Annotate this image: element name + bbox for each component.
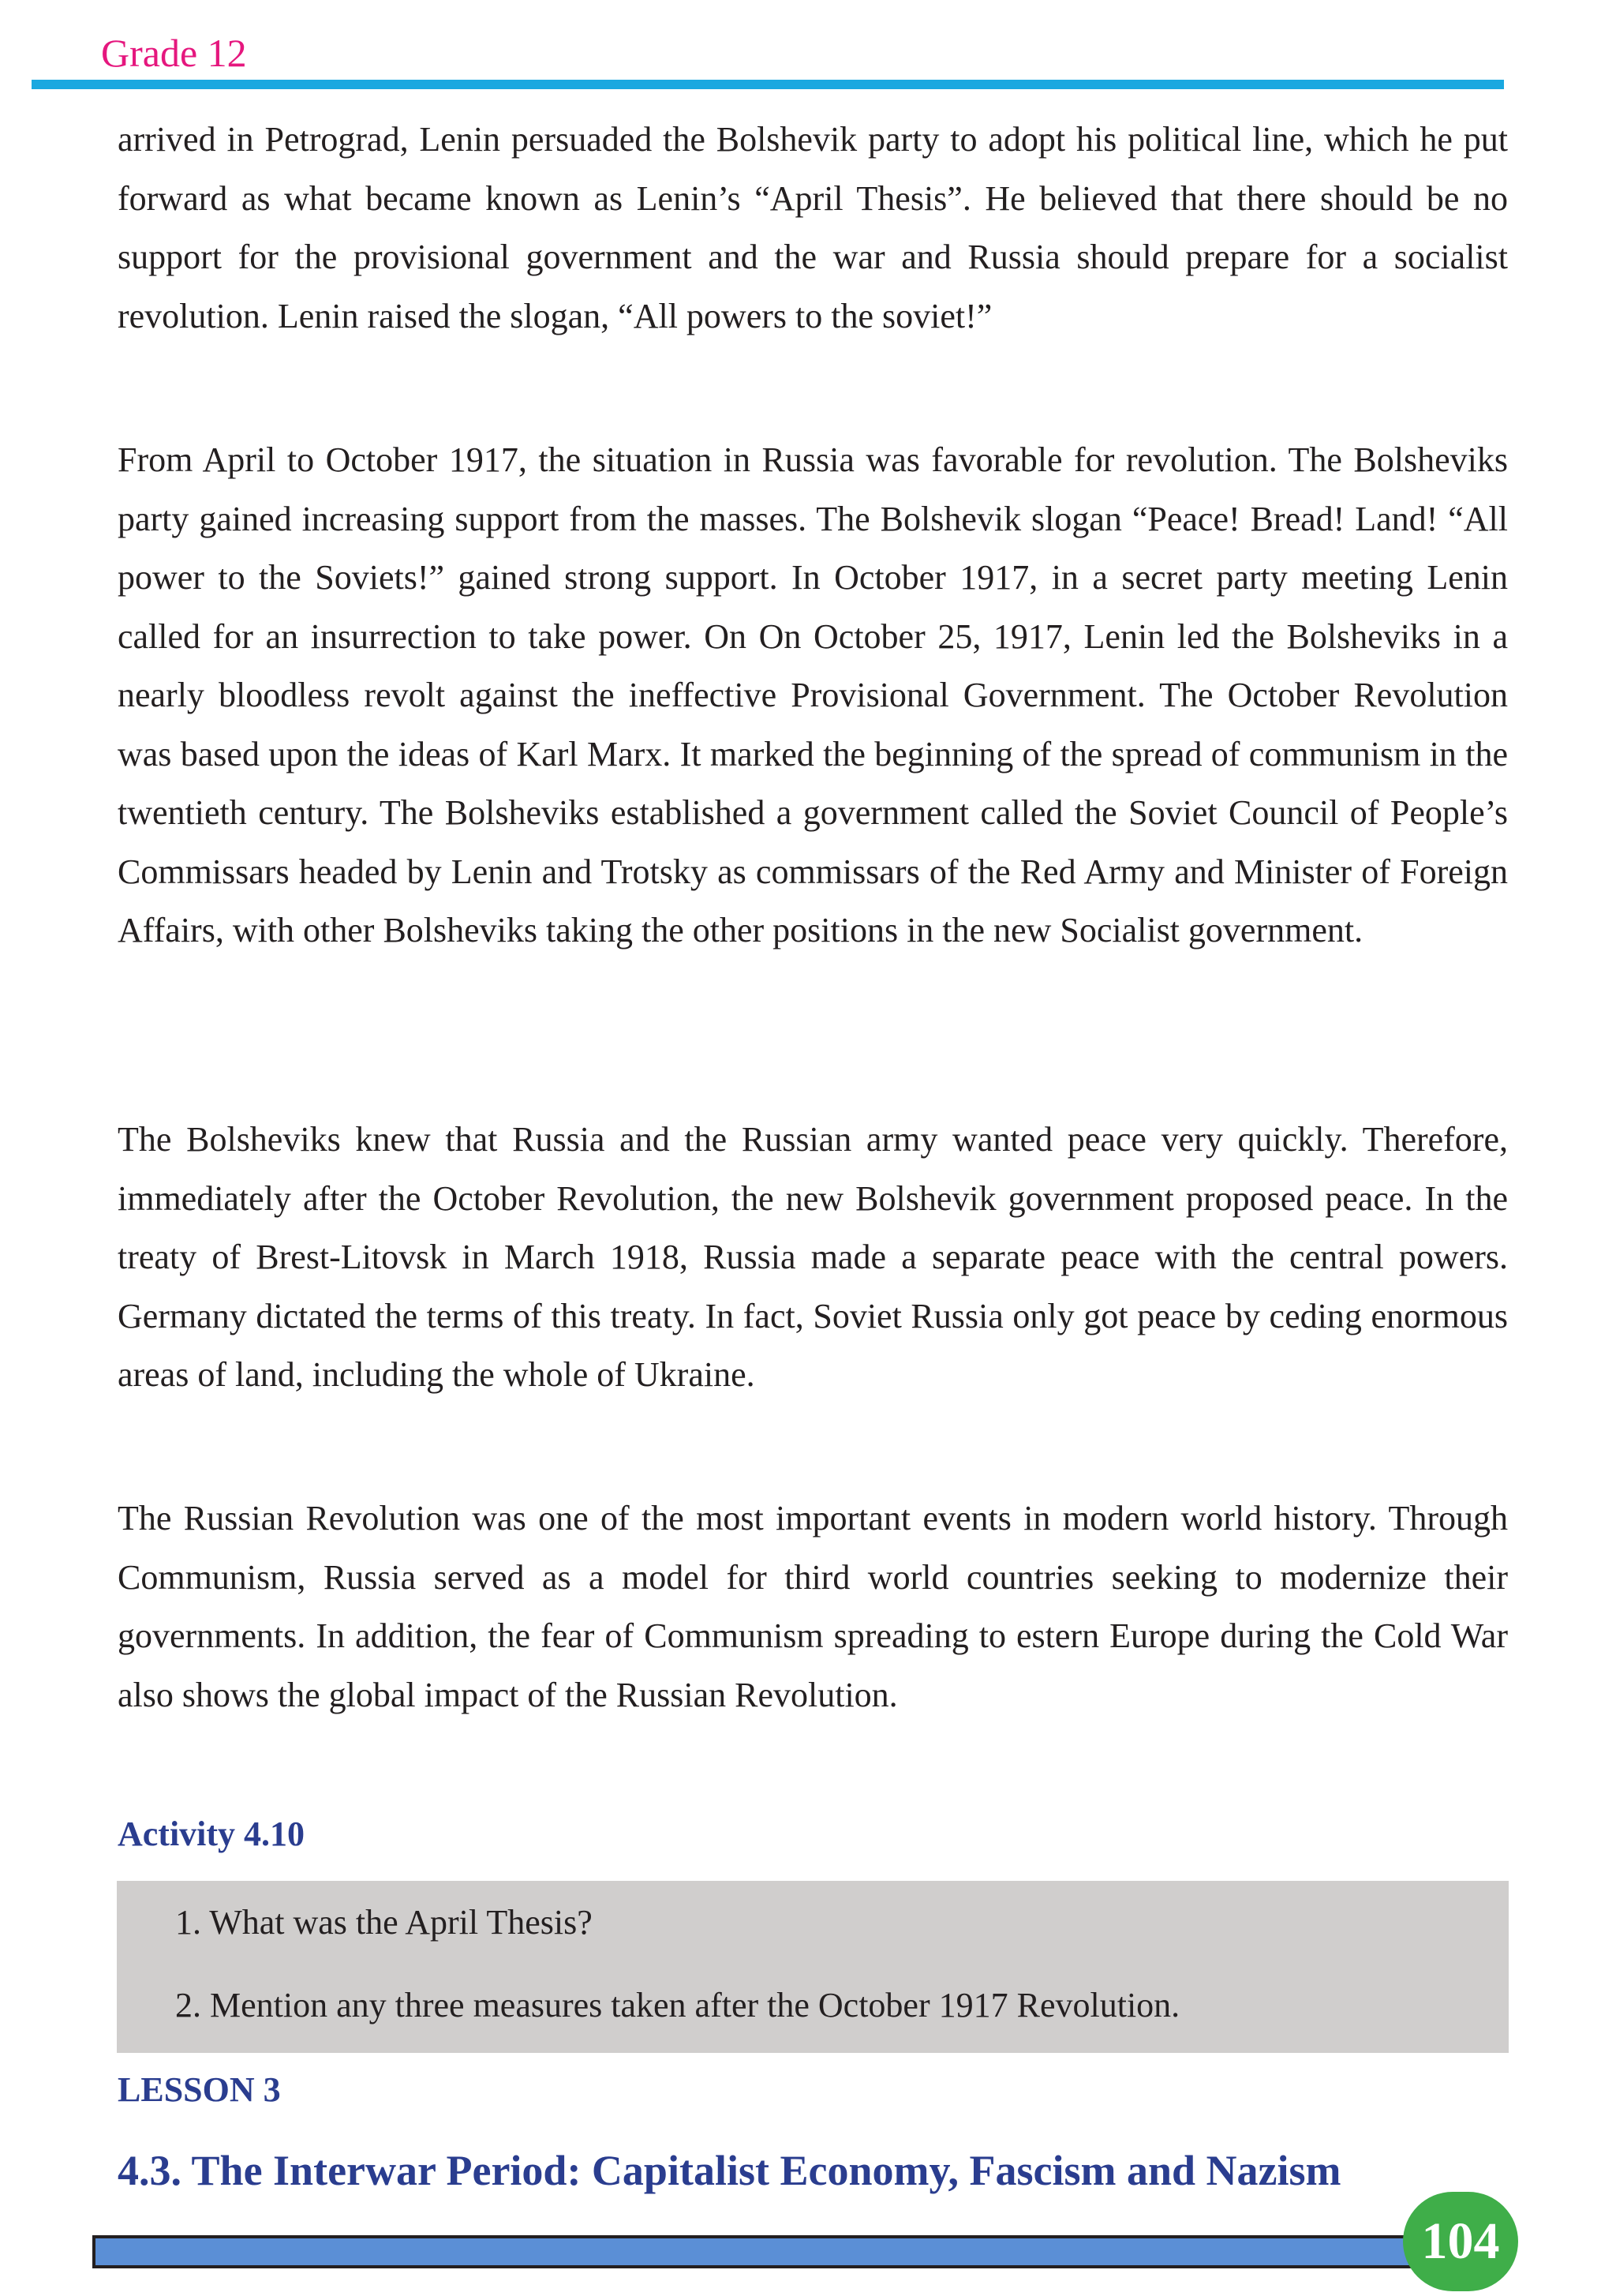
section-title: 4.3. The Interwar Period: Capitalist Economy, Fascism and Nazism <box>118 2147 1341 2194</box>
body-paragraph-2: From April to October 1917, the situation in Russia was favorable for revolution. The Bolsheviks party gained increasing support from the masses. The Bolshevik slogan “Peace! Bread! Land! “All power to the Soviets!” gained strong support. In October 1917, in a secret party meeting Lenin called for an insurrection to take power. On On October 25, 1917, Lenin led the Bolsheviks in a nearly bloodless revolt against the ineffective Provisional Government. The October Revolution was based upon the ideas of Karl Marx. It marked the beginning of the spread of communism in the twentieth century. The Bolsheviks established a government called the Soviet Council of People’s Commissars headed by Lenin and Trotsky as commissars of the Red Army and Minister of Foreign Affairs, with other Bolsheviks taking the other positions in the new Socialist government. <box>118 440 1508 949</box>
lesson-label: LESSON 3 <box>118 2070 281 2109</box>
activity-heading: Activity 4.10 <box>118 1815 305 1853</box>
header-rule <box>32 80 1504 89</box>
body-paragraph-1: arrived in Petrograd, Lenin persuaded the Bolshevik party to adopt his political line, which he put forward as what became known as Lenin’s “April Thesis”. He believed that there should be no support for the provisional government and the war and Russia should prepare for a socialist revolution. Lenin raised the slogan, “All powers to the soviet!” <box>118 120 1508 335</box>
grade-label: Grade 12 <box>101 31 247 75</box>
activity-question-1: 1. What was the April Thesis? <box>175 1903 593 1942</box>
activity-question-2: 2. Mention any three measures taken after the October 1917 Revolution. <box>175 1986 1180 2024</box>
body-paragraph-3: The Bolsheviks knew that Russia and the Russian army wanted peace very quickly. Therefore, immediately after the October Revolution, the new Bolshevik government proposed peace. In the treaty of Brest-Litovsk in March 1918, Russia made a separate peace with the central powers. Germany dictated the terms of this treaty. In fact, Soviet Russia only got peace by ceding enormous areas of land, including the whole of Ukraine. <box>118 1120 1508 1394</box>
page-number-badge: 104 <box>1403 2192 1518 2291</box>
footer-bar <box>92 2235 1505 2268</box>
body-paragraph-4: The Russian Revolution was one of the most important events in modern world history. Through Communism, Russia served as a model for third world countries seeking to modernize their governments. In addition, the fear of Communism spreading to estern Europe during the Cold War also shows the global impact of the Russian Revolution. <box>118 1499 1508 1714</box>
